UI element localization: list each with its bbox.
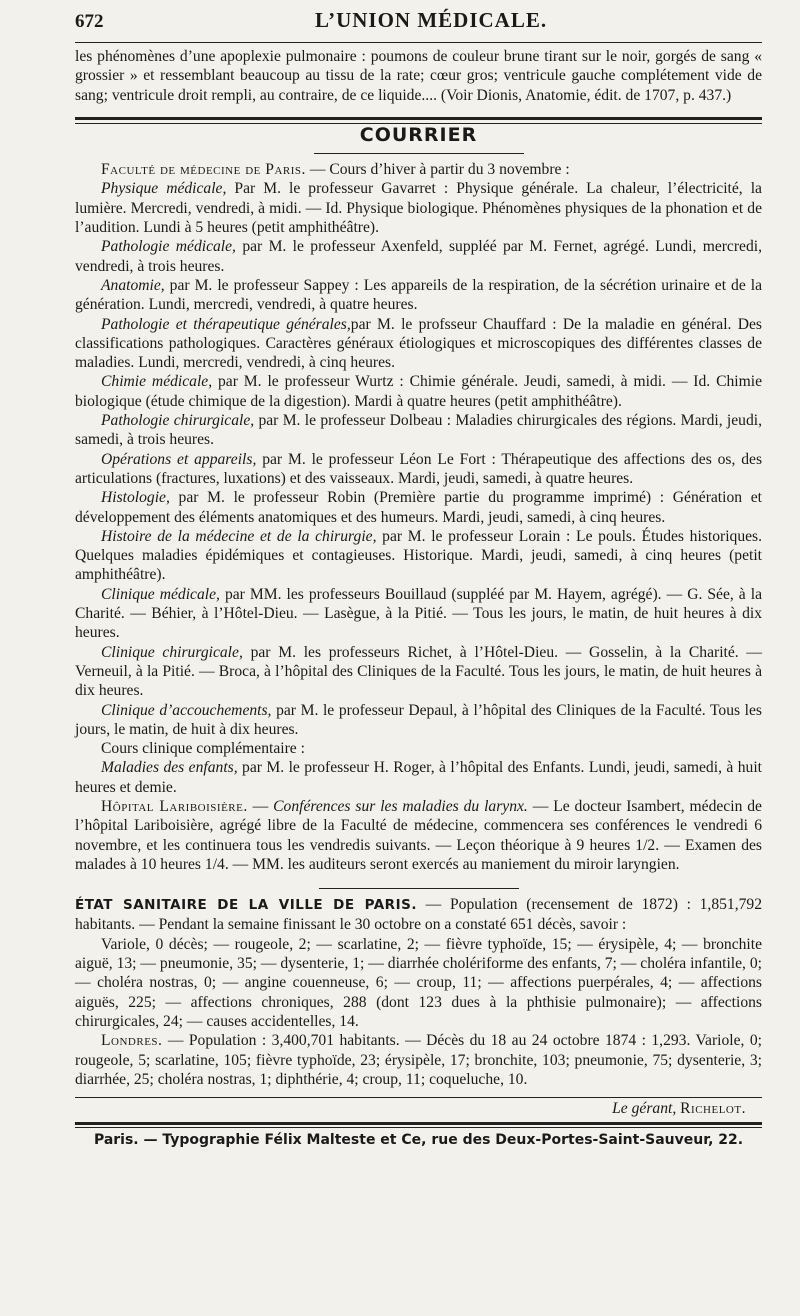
course-text: par M. le professeur Axenfeld, suppléé par M. Fernet, agrégé. Lundi, mercredi, vendredi, à trois heures. bbox=[75, 238, 762, 275]
london-text: — Population : 3,400,701 habitants. — Décès du 18 au 24 octobre 1874 : 1,293. Variole, 0; rougeole, 5; scarlatine, 105; fièvre typhoïde, 23; érysipèle, 17; bronchite, 103; pneumonie, 75; dysenterie, 3; diarrhée, 25; choléra nostras, 1; diphthérie, 4; croup, 11; coqueluche, 10. bbox=[75, 1032, 762, 1088]
intro-paragraph: les phénomènes d’une apoplexie pulmonaire : poumons de couleur brune tirant sur le noir, gorgés de sang « grossier » et ressemblant beaucoup au tissu de la rate; cœur gros; ventricule gauche complétement vide de sang; ventricule droit rempli, au contraire, de ce liquide.... (Voir Dionis, Anatomie, édit. de 1707, p. 437.) bbox=[75, 48, 762, 104]
lariboisiere-lead: Hôpital Lariboisière. bbox=[101, 797, 248, 815]
course-text: par M. les professeurs Richet, à l’Hôtel-Dieu. — Gosselin, à la Charité. — Verneuil, à la Pitié. — Broca, à l’hôpital des Cliniques de la Faculté. Tous les jours, le matin, de huit heures à dix heures. bbox=[75, 643, 762, 700]
course-entry bbox=[75, 643, 762, 701]
course-entry bbox=[75, 739, 762, 758]
course-entry bbox=[75, 701, 762, 740]
section-title: COURRIER bbox=[359, 123, 478, 146]
sanitary-lead: ÉTAT SANITAIRE DE LA VILLE DE PARIS. bbox=[75, 897, 417, 914]
course-entry bbox=[75, 372, 762, 411]
course-text: Par M. le professeur Gavarret : Physique générale. La chaleur, l’électricité, la lumière. Mercredi, vendredi, à midi. — Id. Physique biologique. Phénomènes physiques de la phonation et de l’audition. Lundi à 5 heures (petit amphithéâtre). bbox=[75, 180, 762, 237]
course-title: Pathologie médicale, bbox=[101, 238, 236, 256]
course-title: Pathologie chirurgicale, bbox=[101, 412, 255, 430]
course-text: — Cours d’hiver à partir du 3 novembre : bbox=[305, 161, 570, 179]
london-paragraph bbox=[75, 1031, 762, 1089]
signature-name: Richelot. bbox=[680, 1100, 746, 1118]
sanitary-stats: Variole, 0 décès; — rougeole, 2; — scarlatine, 2; — fièvre typhoïde, 15; — érysipèle, 4; — bronchite aiguë, 13; — pneumonie, 35; — dysenterie, 1; — diarrhée cholériforme des enfants, 7; — choléra infantile, 0; — choléra nostras, 0; — angine couenneuse, 6; — croup, 11; — affections puerpérales, 4; — affections aiguës, 225; — affections chroniques, 288 (dont 123 dues à la phthisie pulmonaire); — affections chirurgicales, 24; — causes accidentelles, 14. bbox=[75, 935, 762, 1030]
course-entry bbox=[75, 315, 762, 373]
course-entry bbox=[75, 450, 762, 489]
course-text: par M. le professeur Robin (Première partie du programme imprimé) : Génération et développement des éléments anatomiques et des humeurs. Mardi, jeudi, samedi, à cinq heures. bbox=[75, 489, 762, 526]
lariboisiere-italic: Conférences sur les maladies du larynx. bbox=[273, 797, 528, 815]
course-text: par M. le professeur Léon Le Fort : Thérapeutique des affections des os, des articulations (fractures, luxations) et des vaisseaux. Mardi, jeudi, samedi, à quatre heures. bbox=[75, 450, 763, 487]
course-title: Opérations et appareils, bbox=[101, 450, 257, 468]
course-entry bbox=[75, 758, 762, 797]
sanitary-paragraph bbox=[75, 895, 762, 935]
course-entry bbox=[75, 237, 762, 276]
short-rule-2 bbox=[319, 888, 519, 889]
course-entry bbox=[75, 276, 762, 315]
london-lead: Londres. bbox=[101, 1032, 163, 1050]
course-entry bbox=[75, 179, 762, 237]
lariboisiere-paragraph: Hôpital Lariboisière. — Conférences sur les maladies du larynx. — Le docteur Isambert, médecin de l’hôpital Lariboisière, agrégé libre de la Faculté de médecine, commencera ses conférences le vendredi 6 novembre, et les continuera tous les vendredis suivants. — Leçon théorique à 9 heures 1/2. — Examen des malades à 10 heures 1/4. — MM. les auditeurs seront exercés au maniement du miroir laryngien. bbox=[75, 797, 762, 873]
course-title: Physique médicale, bbox=[101, 180, 227, 198]
course-entry bbox=[75, 527, 762, 585]
course-text: par M. le professeur H. Roger, à l’hôpital des Enfants. Lundi, jeudi, samedi, à huit heures et demie. bbox=[75, 759, 762, 796]
signature-label: Le gérant, bbox=[612, 1100, 677, 1118]
imprint: Paris. — Typographie Félix Malteste et Ce, rue des Deux-Portes-Saint-Sauveur, 22. bbox=[93, 1132, 744, 1149]
footer-rule bbox=[75, 1097, 762, 1098]
footer-double-rule bbox=[75, 1122, 762, 1128]
course-text: par M. le professeur Sappey : Les appareils de la respiration, de la sécrétion urinaire et de la génération. Lundi, mercredi, vendredi, à quatre heures. bbox=[75, 276, 762, 314]
course-title: Histologie, bbox=[101, 489, 170, 507]
course-title: Faculté de médecine de Paris. bbox=[101, 161, 306, 179]
course-title: Clinique chirurgicale, bbox=[101, 643, 243, 661]
course-title: Clinique médicale, bbox=[101, 585, 220, 603]
signature bbox=[75, 1100, 762, 1118]
course-entry bbox=[75, 488, 762, 527]
journal-title: L’UNION MÉDICALE. bbox=[315, 8, 548, 32]
course-entry bbox=[75, 585, 762, 643]
course-text: par M. le professeur Lorain : Le pouls. Études historiques. Quelques maladies épidémiques et contagieuses. Historique. Mardi, jeudi, samedi, à cinq heures (petit amphithéâtre). bbox=[75, 527, 763, 584]
course-text: par M. le professeur Dolbeau : Maladies chirurgicales des régions. Mardi, jeudi, samedi, à trois heures. bbox=[75, 412, 763, 449]
running-head bbox=[75, 8, 762, 43]
sanitary-p1: — Population (recensement de 1872) : 1,851,792 habitants. — Pendant la semaine finissant le 30 octobre on a constaté 651 décès, savoir : bbox=[75, 896, 763, 934]
course-title: Chimie médicale, bbox=[101, 373, 213, 391]
lariboisiere-text: — Le docteur Isambert, médecin de l’hôpital Lariboisière, agrégé libre de la Faculté de médecine, commencera ses conférences le vendredi 6 novembre, et les continuera tous les vendredis suivants. — Leçon théorique à 9 heures 1/2. — Examen des malades à 10 heures 1/4. — MM. les auditeurs seront exercés au maniement du miroir laryngien. bbox=[75, 797, 762, 873]
course-title: Maladies des enfants, bbox=[101, 759, 238, 777]
article-body bbox=[75, 47, 762, 1089]
course-title: Anatomie, bbox=[101, 276, 165, 294]
course-title: Pathologie et thérapeutique générales, bbox=[101, 315, 351, 333]
course-entry bbox=[75, 160, 762, 179]
course-list bbox=[75, 160, 762, 797]
course-title: Histoire de la médecine et de la chirurgie, bbox=[101, 527, 377, 545]
course-text: par M. le professeur Depaul, à l’hôpital des Cliniques de la Faculté. Tous les jours, le matin, de huit à dix heures. bbox=[75, 701, 762, 738]
course-text: par M. le profsseur Chauffard : De la maladie en général. Des classifications pathologiques. Caractères généraux étiologiques et microscopiques des différentes classes de maladies. Lundi, mercredi, vendredi, à cinq heures. bbox=[75, 315, 762, 372]
course-text: Cours clinique complémentaire : bbox=[101, 740, 305, 758]
course-title: Clinique d’accouchements, bbox=[101, 701, 272, 719]
course-entry bbox=[75, 411, 762, 450]
section-divider bbox=[75, 117, 762, 124]
short-rule bbox=[314, 153, 524, 154]
page-number: 672 bbox=[75, 11, 104, 32]
course-text: par MM. les professeurs Bouillaud (suppléé par M. Hayem, agrégé). — G. Sée, à la Charité. — Béhier, à l’Hôtel-Dieu. — Lasègue, à la Pitié. — Tous les jours, le matin, de huit heures à dix heures. bbox=[75, 585, 762, 642]
course-text: par M. le professeur Wurtz : Chimie générale. Jeudi, samedi, à midi. — Id. Chimie biologique (étude chimique de la digestion). Mardi à quatre heures (petit amphithéâtre). bbox=[75, 373, 762, 410]
